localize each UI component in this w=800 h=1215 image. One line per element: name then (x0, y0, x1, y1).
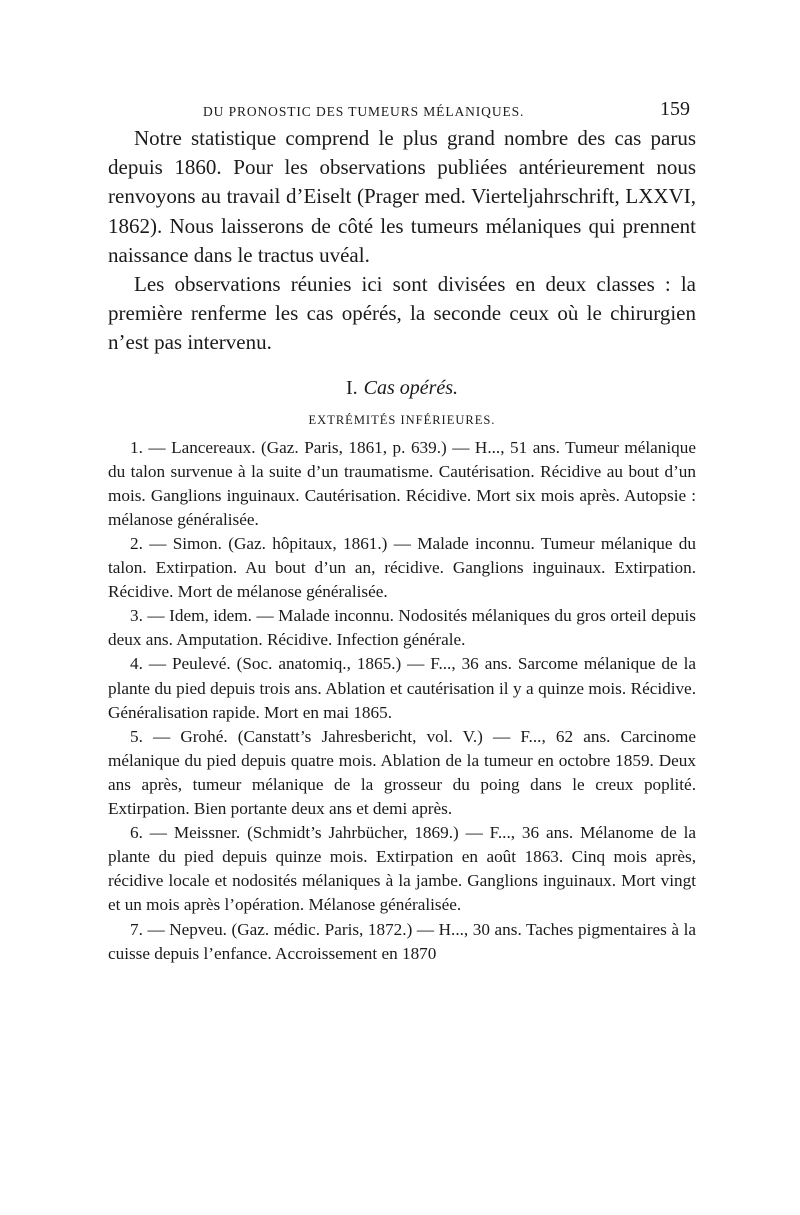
intro-text (108, 124, 696, 358)
running-title: DU PRONOSTIC DES TUMEURS MÉLANIQUES. (203, 104, 525, 119)
case-list (108, 436, 696, 966)
case-entry: 7. — Nepveu. (Gaz. médic. Paris, 1872.) — H..., 30 ans. Taches pigmentaires à la cuisse depuis l’enfance. Accroissement en 1870 (108, 919, 696, 963)
intro-paragraph: Les observations réunies ici sont divisées en deux classes : la première renferme les cas opérés, la seconde ceux où le chirurgien n’est pas intervenu. (108, 272, 696, 355)
book-page (108, 92, 696, 966)
case-entry: 5. — Grohé. (Canstatt’s Jahresbericht, vol. V.) — F..., 62 ans. Carcinome mélanique du pied depuis quatre mois. Ablation de la tumeur en octobre 1859. Deux ans après, tumeur mélanique de la grosseur du poing dans le creux poplité. Extirpation. Bien portante deux ans et demi après. (108, 726, 696, 819)
case-entry: 2. — Simon. (Gaz. hôpitaux, 1861.) — Malade inconnu. Tumeur mélanique du talon. Extirpation. Au bout d’un an, récidive. Ganglions inguinaux. Extirpation. Récidive. Mort de mélanose généralisée. (108, 534, 696, 602)
section-number: I. (345, 376, 358, 399)
page-number: 159 (660, 98, 690, 120)
subsection-heading: EXTRÉMITÉS INFÉRIEURES. (308, 412, 496, 427)
case-entry: 4. — Peulevé. (Soc. anatomiq., 1865.) — F..., 36 ans. Sarcome mélanique de la plante du pied depuis trois ans. Ablation et cautérisation il y a quinze mois. Récidive. Généralisation rapide. Mort en mai 1865. (108, 654, 696, 722)
page-header (108, 92, 696, 122)
section-heading (108, 375, 696, 401)
section-title: Cas opérés. (363, 376, 459, 399)
case-entry: 1. — Lancereaux. (Gaz. Paris, 1861, p. 639.) — H..., 51 ans. Tumeur mélanique du talon survenue à la suite d’un traumatisme. Cautérisation. Récidive au bout d’un mois. Ganglions inguinaux. Cautérisation. Récidive. Mort six mois après. Autopsie : mélanose généralisée. (108, 437, 696, 529)
case-entry: 6. — Meissner. (Schmidt’s Jahrbücher, 1869.) — F..., 36 ans. Mélanome de la plante du pied depuis quinze mois. Extirpation en août 1863. Cinq mois après, récidive locale et nodosités mélaniques à la jambe. Ganglions inguinaux. Mort vingt et un mois après l’opération. Mélanose généralisée. (108, 823, 696, 915)
intro-paragraph: Notre statistique comprend le plus grand nombre des cas parus depuis 1860. Pour les observations publiées antérieurement nous renvoyons au travail d’Eiselt (Prager med. Vierteljahrschrift, LXXVI, 1862). Nous laisserons de côté les tumeurs mélaniques qui prennent naissance dans le tractus uvéal. (108, 126, 696, 267)
case-entry: 3. — Idem, idem. — Malade inconnu. Nodosités mélaniques du gros orteil depuis deux ans. Amputation. Récidive. Infection générale. (108, 606, 696, 650)
